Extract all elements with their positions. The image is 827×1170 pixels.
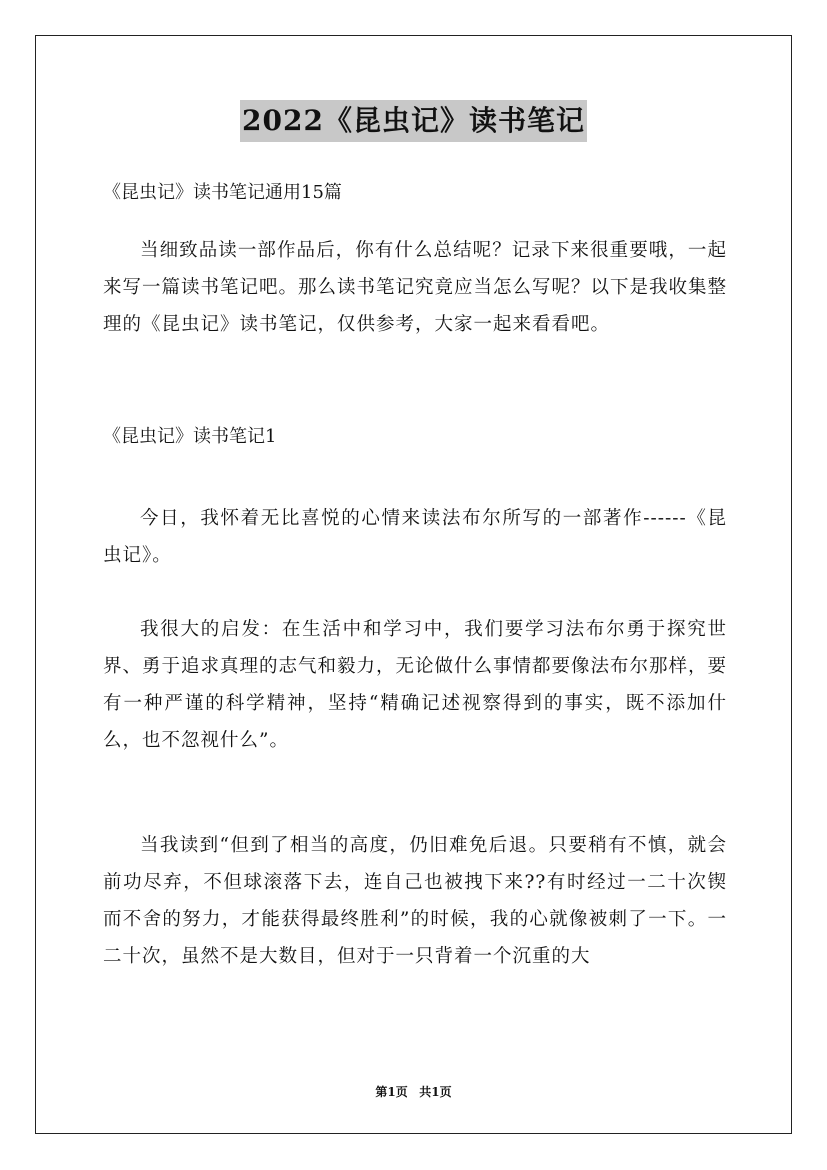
body-paragraph-1: 今日，我怀着无比喜悦的心情来读法布尔所写的一部著作------《昆虫记》。: [103, 508, 727, 566]
section-heading: 《昆虫记》读书笔记1: [103, 426, 277, 447]
document-title: 2022《昆虫记》读书笔记: [240, 100, 587, 142]
page-number: 第1页: [375, 1085, 408, 1099]
document-subtitle: 《昆虫记》读书笔记通用15篇: [103, 182, 342, 203]
page-footer: [0, 1082, 827, 1102]
body-paragraph-2: 我很大的启发：在生活中和学习中，我们要学习法布尔勇于探究世界、勇于追求真理的志气和毅力，无论做什么事情都要像法布尔那样，要有一种严谨的科学精神，坚持“精确记述视察得到的事实，既不添加什么，也不忽视什么”。: [103, 619, 728, 751]
intro-paragraph: 当细致品读一部作品后，你有什么总结呢？记录下来很重要哦，一起来写一篇读书笔记吧。那么读书笔记究竟应当怎么写呢？以下是我收集整理的《昆虫记》读书笔记，仅供参考，大家一起来看看吧。: [103, 240, 728, 335]
title-container: [0, 100, 827, 142]
total-pages: 共1页: [419, 1085, 452, 1099]
body-paragraph-3: 当我读到“但到了相当的高度，仍旧难免后退。只要稍有不慎，就会前功尽弃，不但球滚落下去，连自己也被拽下来??有时经过一二十次锲而不舍的努力，才能获得最终胜利”的时候，我的心就像被刺了一下。一二十次，虽然不是大数目，但对于一只背着一个沉重的大: [103, 835, 727, 967]
